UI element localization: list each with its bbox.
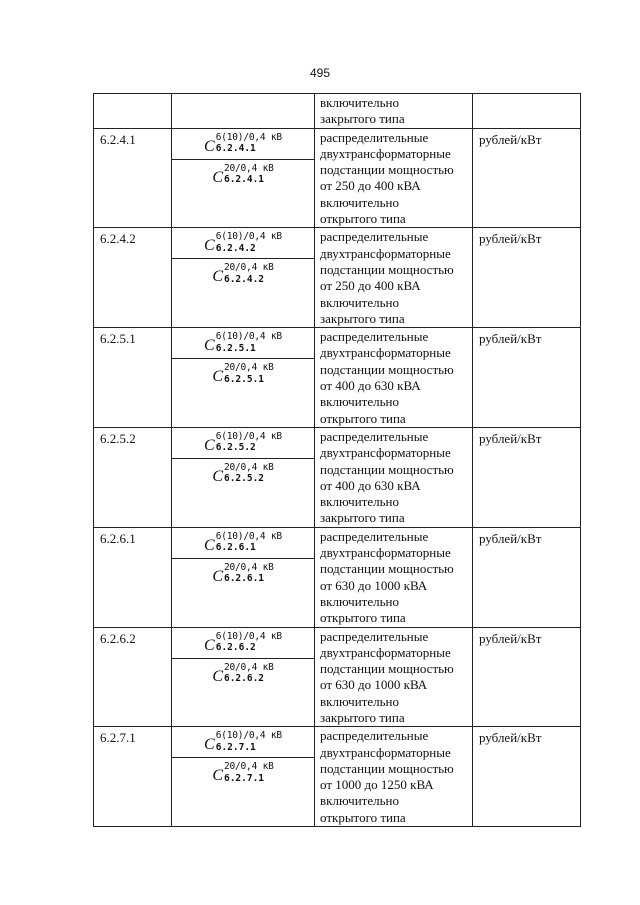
- formula-symbol: C: [212, 567, 223, 585]
- symbol-20kv: [172, 758, 314, 788]
- formula-superscript: 20/0,4 кВ: [223, 561, 274, 573]
- unit-text: рублей/кВт: [479, 730, 542, 746]
- symbol-20kv: [172, 559, 314, 589]
- symbol-cell: [172, 228, 315, 328]
- item-code: 6.2.4.1: [100, 131, 136, 147]
- unit-text: рублей/кВт: [479, 331, 542, 347]
- description-cell: [315, 228, 473, 328]
- description-text: распределительные двухтрансформаторные подстанции мощностью от 250 до 400 кВА включительно закрытого типа: [320, 229, 454, 326]
- tariff-rate-formula: [212, 263, 273, 285]
- item-code: 6.2.4.2: [100, 231, 136, 247]
- code-cell: [94, 328, 172, 428]
- item-code: 6.2.6.1: [100, 530, 136, 546]
- table-row: [94, 527, 581, 627]
- unit-cell: [473, 94, 581, 129]
- tariff-rate-formula: [212, 363, 273, 385]
- tariff-rate-formula: [204, 731, 282, 753]
- description-cell: [315, 328, 473, 428]
- formula-symbol: C: [212, 368, 223, 386]
- tariff-rate-formula: [204, 332, 282, 354]
- symbol-cell: [172, 128, 315, 228]
- formula-symbol: C: [212, 168, 223, 186]
- symbol-20kv: [172, 259, 314, 289]
- description-cell: [315, 427, 473, 527]
- code-cell: [94, 128, 172, 228]
- formula-subscript: 6.2.7.1: [223, 772, 265, 784]
- formula-subscript: 6.2.4.2: [223, 273, 265, 285]
- table-row-continuation: [94, 94, 581, 129]
- code-cell: [94, 627, 172, 727]
- table-row: [94, 627, 581, 727]
- formula-subscript: 6.2.5.2: [215, 442, 256, 454]
- formula-subscript: 6.2.4.1: [215, 143, 256, 155]
- symbol-cell: [172, 727, 315, 827]
- item-code: 6.2.7.1: [100, 730, 136, 746]
- symbol-20kv: [172, 359, 314, 389]
- formula-superscript: 6(10)/0,4 кВ: [215, 131, 282, 143]
- symbol-6-10kv: [172, 628, 314, 659]
- table-row: [94, 427, 581, 527]
- formula-subscript: 6.2.6.2: [223, 673, 265, 684]
- formula-symbol: C: [204, 436, 215, 454]
- formula-symbol: C: [204, 237, 215, 255]
- symbol-cell: [172, 627, 315, 727]
- description-cell: [315, 527, 473, 627]
- code-cell: [94, 427, 172, 527]
- unit-text: рублей/кВт: [479, 530, 542, 546]
- formula-symbol: C: [204, 137, 215, 155]
- description-text: распределительные двухтрансформаторные подстанции мощностью от 630 до 1000 кВА включительно открытого типа: [320, 528, 454, 626]
- formula-superscript: 6(10)/0,4 кВ: [215, 231, 282, 243]
- formula-superscript: 20/0,4 кВ: [223, 761, 274, 773]
- unit-cell: [473, 427, 581, 527]
- table-row: [94, 128, 581, 228]
- code-cell: [94, 727, 172, 827]
- formula-subscript: 6.2.5.2: [223, 473, 265, 485]
- unit-cell: [473, 527, 581, 627]
- description-text: включительно закрытого типа: [320, 95, 405, 127]
- description-cell: [315, 128, 473, 228]
- formula-superscript: 20/0,4 кВ: [223, 661, 274, 673]
- description-text: распределительные двухтрансформаторные подстанции мощностью от 630 до 1000 кВА включительно закрытого типа: [320, 628, 454, 725]
- description-cell: [315, 727, 473, 827]
- tariff-rate-formula: [212, 164, 273, 186]
- tariff-table: [93, 93, 581, 827]
- formula-symbol: C: [204, 536, 215, 554]
- symbol-6-10kv: [172, 528, 314, 559]
- symbol-cell: [172, 94, 315, 129]
- unit-cell: [473, 627, 581, 727]
- table-row: [94, 328, 581, 428]
- tariff-rate-formula: [204, 232, 282, 254]
- tariff-rate-formula: [212, 762, 273, 784]
- unit-text: рублей/кВт: [479, 430, 542, 446]
- symbol-6-10kv: [172, 228, 314, 259]
- symbol-6-10kv: [172, 727, 314, 758]
- formula-symbol: C: [204, 337, 215, 355]
- page-number: 495: [309, 66, 331, 80]
- table-row: [94, 228, 581, 328]
- formula-superscript: 6(10)/0,4 кВ: [215, 430, 282, 442]
- formula-superscript: 6(10)/0,4 кВ: [215, 730, 282, 742]
- unit-cell: [473, 328, 581, 428]
- formula-subscript: 6.2.6.2: [215, 642, 256, 653]
- description-text: распределительные двухтрансформаторные подстанции мощностью от 400 до 630 кВА включительно закрытого типа: [320, 428, 454, 526]
- unit-text: рублей/кВт: [479, 231, 542, 247]
- formula-symbol: C: [212, 767, 223, 785]
- unit-cell: [473, 228, 581, 328]
- tariff-rate-formula: [212, 463, 273, 485]
- formula-superscript: 6(10)/0,4 кВ: [215, 630, 282, 642]
- formula-symbol: C: [212, 667, 223, 685]
- description-text: распределительные двухтрансформаторные подстанции мощностью от 1000 до 1250 кВА включительно открытого типа: [320, 728, 454, 825]
- tariff-rate-formula: [204, 632, 282, 654]
- description-text: распределительные двухтрансформаторные подстанции мощностью от 400 до 630 кВА включительно открытого типа: [320, 329, 454, 426]
- tariff-rate-formula: [204, 432, 282, 454]
- tariff-rate-formula: [204, 532, 282, 554]
- formula-subscript: 6.2.4.1: [223, 174, 265, 186]
- formula-superscript: 20/0,4 кВ: [223, 262, 274, 274]
- symbol-cell: [172, 328, 315, 428]
- item-code: 6.2.5.1: [100, 331, 136, 347]
- formula-superscript: 20/0,4 кВ: [223, 162, 274, 174]
- code-cell: [94, 228, 172, 328]
- code-cell: [94, 94, 172, 129]
- item-code: 6.2.5.2: [100, 430, 136, 446]
- formula-superscript: 6(10)/0,4 кВ: [215, 331, 282, 343]
- description-cell: [315, 627, 473, 727]
- formula-symbol: C: [204, 636, 215, 654]
- formula-symbol: C: [212, 467, 223, 485]
- description-text: распределительные двухтрансформаторные подстанции мощностью от 250 до 400 кВА включительно открытого типа: [320, 129, 454, 227]
- formula-superscript: 6(10)/0,4 кВ: [215, 530, 282, 542]
- unit-cell: [473, 128, 581, 228]
- symbol-6-10kv: [172, 328, 314, 359]
- symbol-6-10kv: [172, 428, 314, 459]
- formula-superscript: 20/0,4 кВ: [223, 362, 274, 374]
- symbol-20kv: [172, 659, 314, 689]
- formula-symbol: C: [204, 736, 215, 754]
- unit-text: рублей/кВт: [479, 131, 542, 147]
- table-row: [94, 727, 581, 827]
- formula-subscript: 6.2.4.2: [215, 242, 256, 254]
- formula-subscript: 6.2.5.1: [215, 342, 256, 354]
- formula-subscript: 6.2.5.1: [223, 373, 265, 385]
- symbol-20kv: [172, 160, 314, 190]
- tariff-rate-formula: [212, 563, 273, 585]
- formula-symbol: C: [212, 268, 223, 286]
- symbol-6-10kv: [172, 129, 314, 160]
- formula-superscript: 20/0,4 кВ: [223, 461, 274, 473]
- formula-subscript: 6.2.7.1: [215, 741, 256, 753]
- unit-text: рублей/кВт: [479, 630, 542, 646]
- tariff-rate-formula: [204, 133, 282, 155]
- formula-subscript: 6.2.6.1: [215, 542, 256, 554]
- description-cell: [315, 94, 473, 129]
- symbol-20kv: [172, 459, 314, 489]
- tariff-rate-formula: [212, 663, 273, 685]
- symbol-cell: [172, 427, 315, 527]
- symbol-cell: [172, 527, 315, 627]
- code-cell: [94, 527, 172, 627]
- item-code: 6.2.6.2: [100, 630, 136, 646]
- unit-cell: [473, 727, 581, 827]
- formula-subscript: 6.2.6.1: [223, 573, 265, 585]
